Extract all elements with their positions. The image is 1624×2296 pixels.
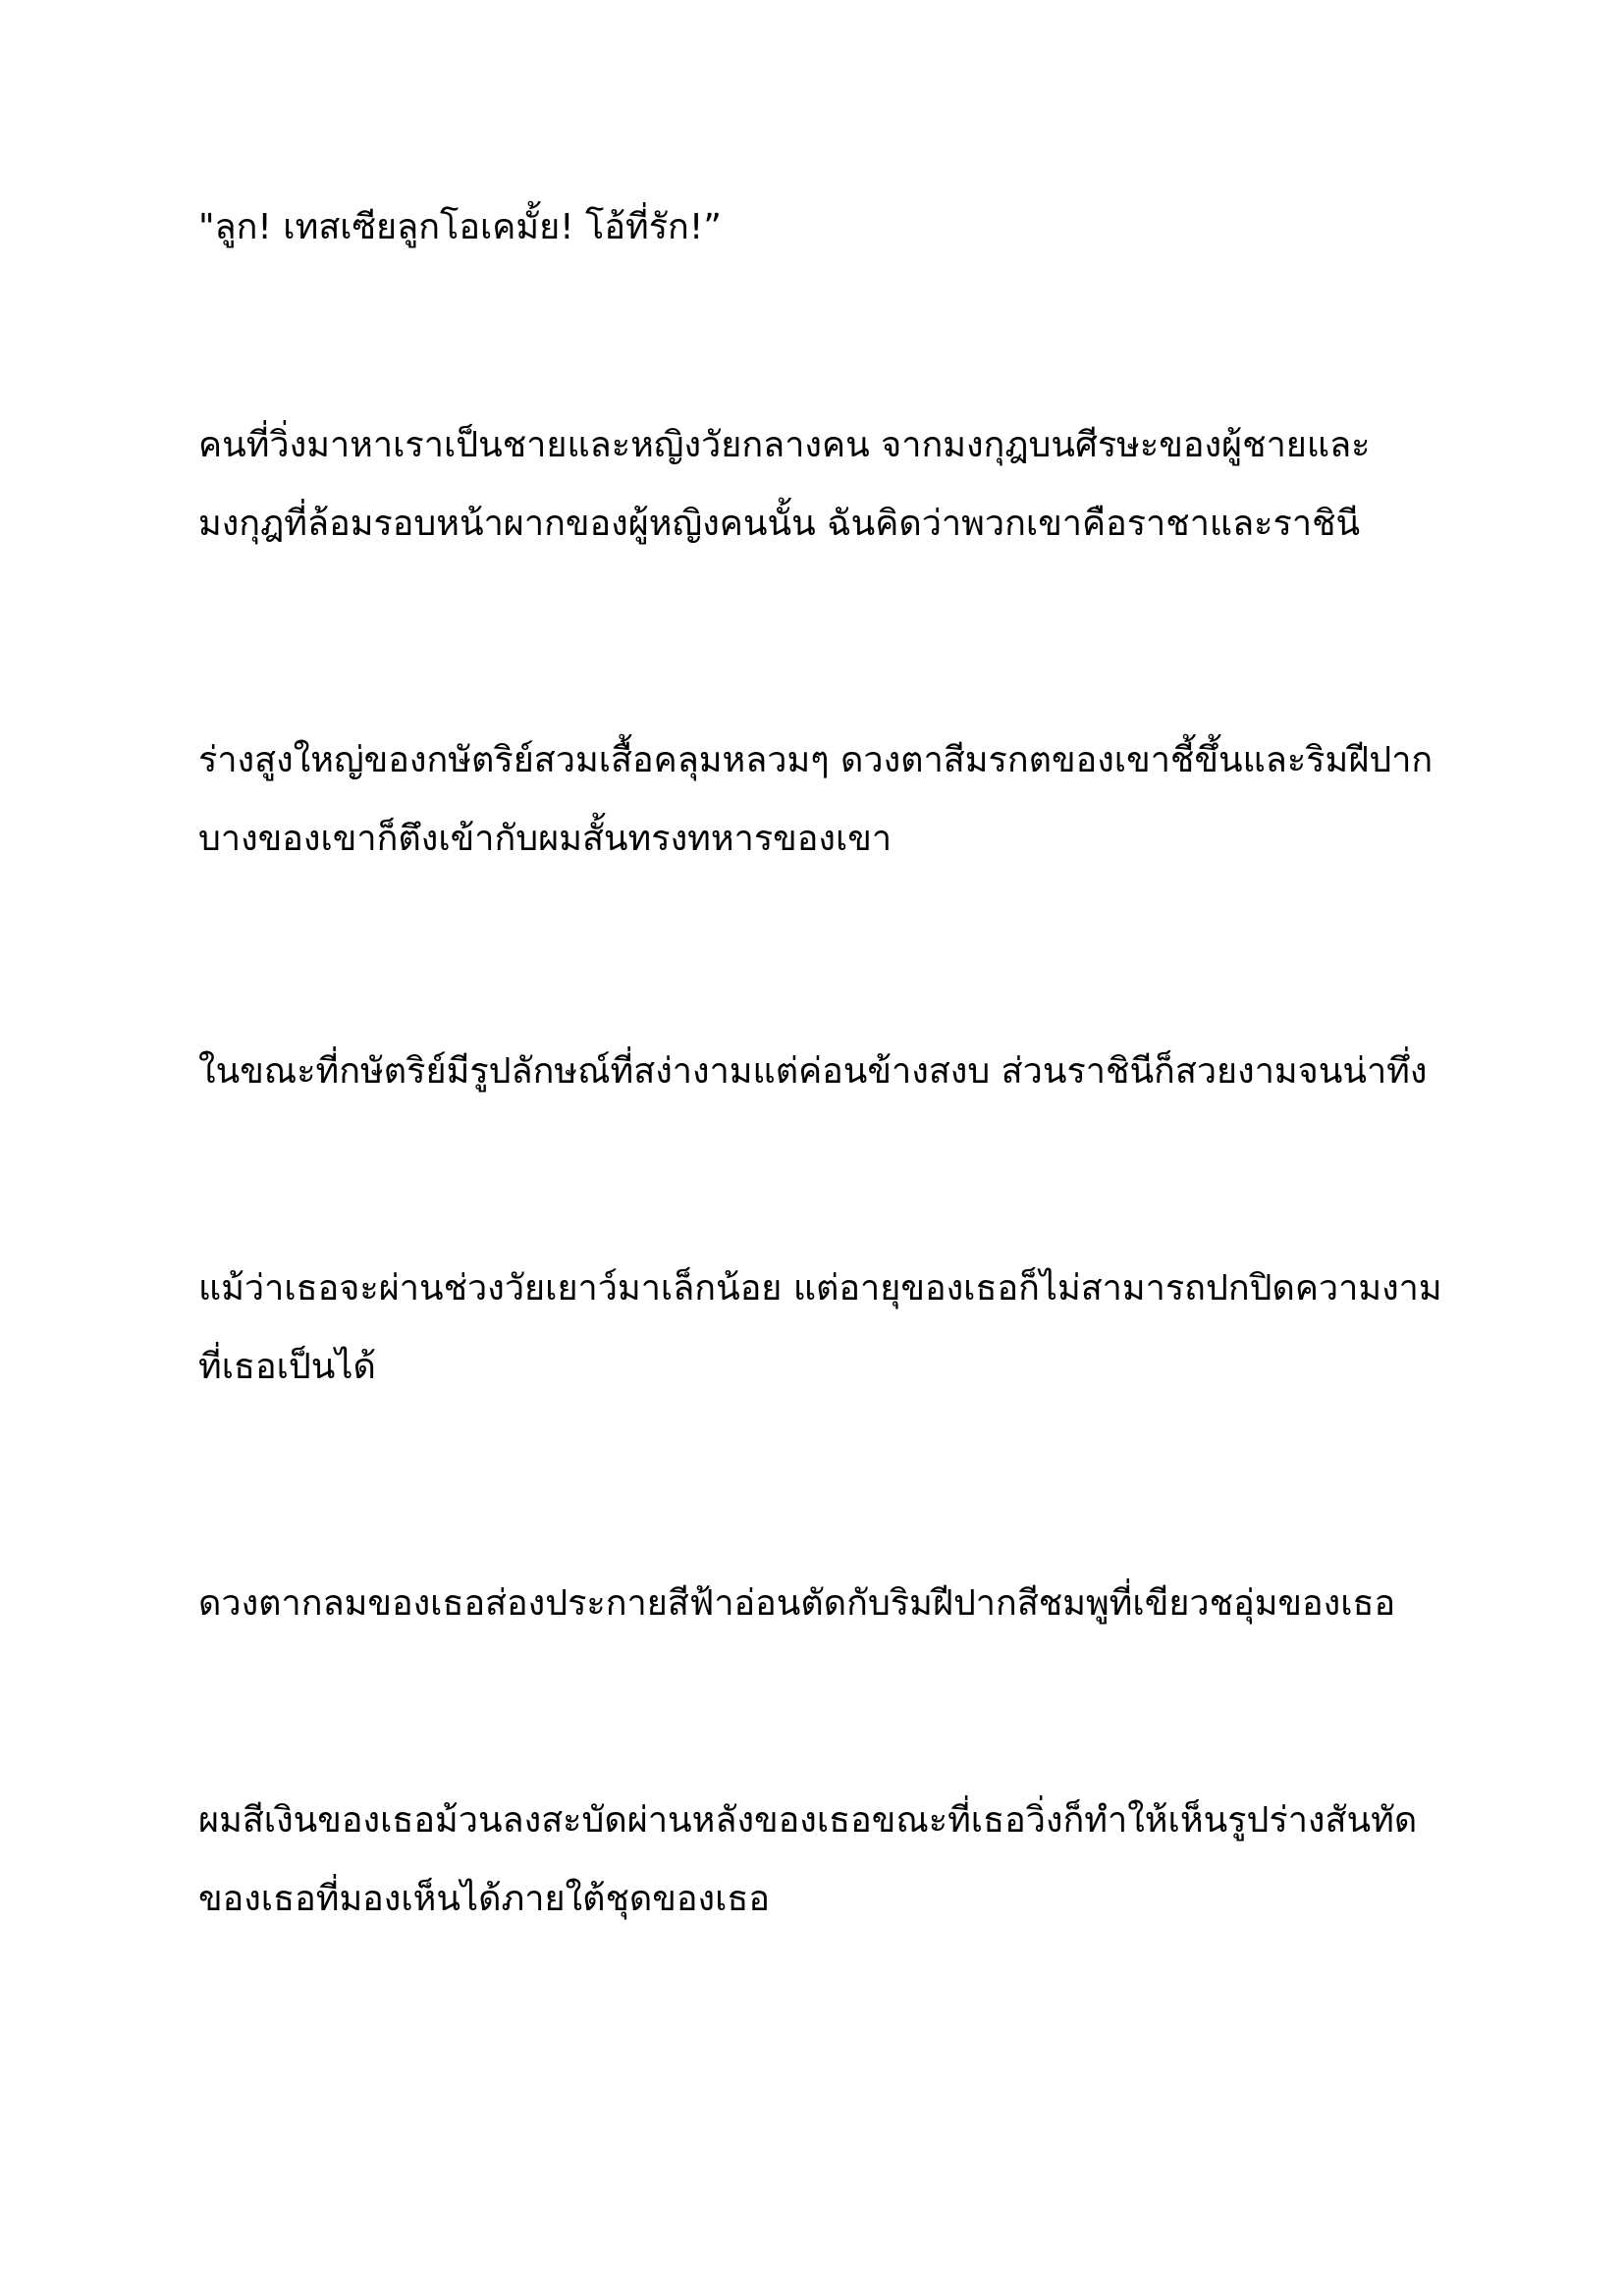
paragraph-4 <box>198 1052 1428 1131</box>
paragraph-line: บางของเขาก็ตึงเข้ากับผมสั้นทรงทหารของเขา <box>198 819 893 859</box>
paragraph-3 <box>198 741 1433 898</box>
paragraph-line: ที่เธอเป็นได้ <box>198 1347 376 1387</box>
paragraph-line: "ลูก! เทสเซียลูกโอเคมั้ย! โอ้ที่รัก!” <box>198 207 722 247</box>
paragraph-1 <box>198 208 722 287</box>
paragraph-5 <box>198 1269 1442 1426</box>
paragraph-line: ของเธอที่มองเห็นได้ภายใต้ชุดของเธอ <box>198 1879 771 1919</box>
paragraph-6 <box>198 1584 1395 1663</box>
paragraph-7 <box>198 1801 1417 1958</box>
paragraph-line: แม้ว่าเธอจะผ่านช่วงวัยเยาว์มาเล็กน้อย แต่อายุของเธอก็ไม่สามารถปกปิดความงาม <box>198 1268 1442 1308</box>
paragraph-line: ดวงตากลมของเธอส่องประกายสีฟ้าอ่อนตัดกับริมฝีปากสีชมพูที่เขียวชอุ่มของเธอ <box>198 1583 1396 1624</box>
paragraph-line: มงกุฎที่ล้อมรอบหน้าผากของผู้หญิงคนนั้น ฉันคิดว่าพวกเขาคือราชาและราชินี <box>198 504 1361 544</box>
paragraph-2 <box>198 426 1370 583</box>
paragraph-line: ผมสีเงินของเธอม้วนลงสะบัดผ่านหลังของเธอขณะที่เธอวิ่งก็ทำให้เห็นรูปร่างสันทัด <box>198 1800 1418 1841</box>
paragraph-line: คนที่วิ่งมาหาเราเป็นชายและหญิงวัยกลางคน จากมงกุฎบนศีรษะของผู้ชายและ <box>198 425 1371 465</box>
paragraph-line: ในขณะที่กษัตริย์มีรูปลักษณ์ที่สง่างามแต่ค่อนข้างสงบ ส่วนราชินีก็สวยงามจนน่าทึ่ง <box>198 1051 1428 1092</box>
paragraph-line: ร่างสูงใหญ่ของกษัตริย์สวมเสื้อคลุมหลวมๆ ดวงตาสีมรกตของเขาชี้ขึ้นและริมฝีปาก <box>198 740 1434 780</box>
